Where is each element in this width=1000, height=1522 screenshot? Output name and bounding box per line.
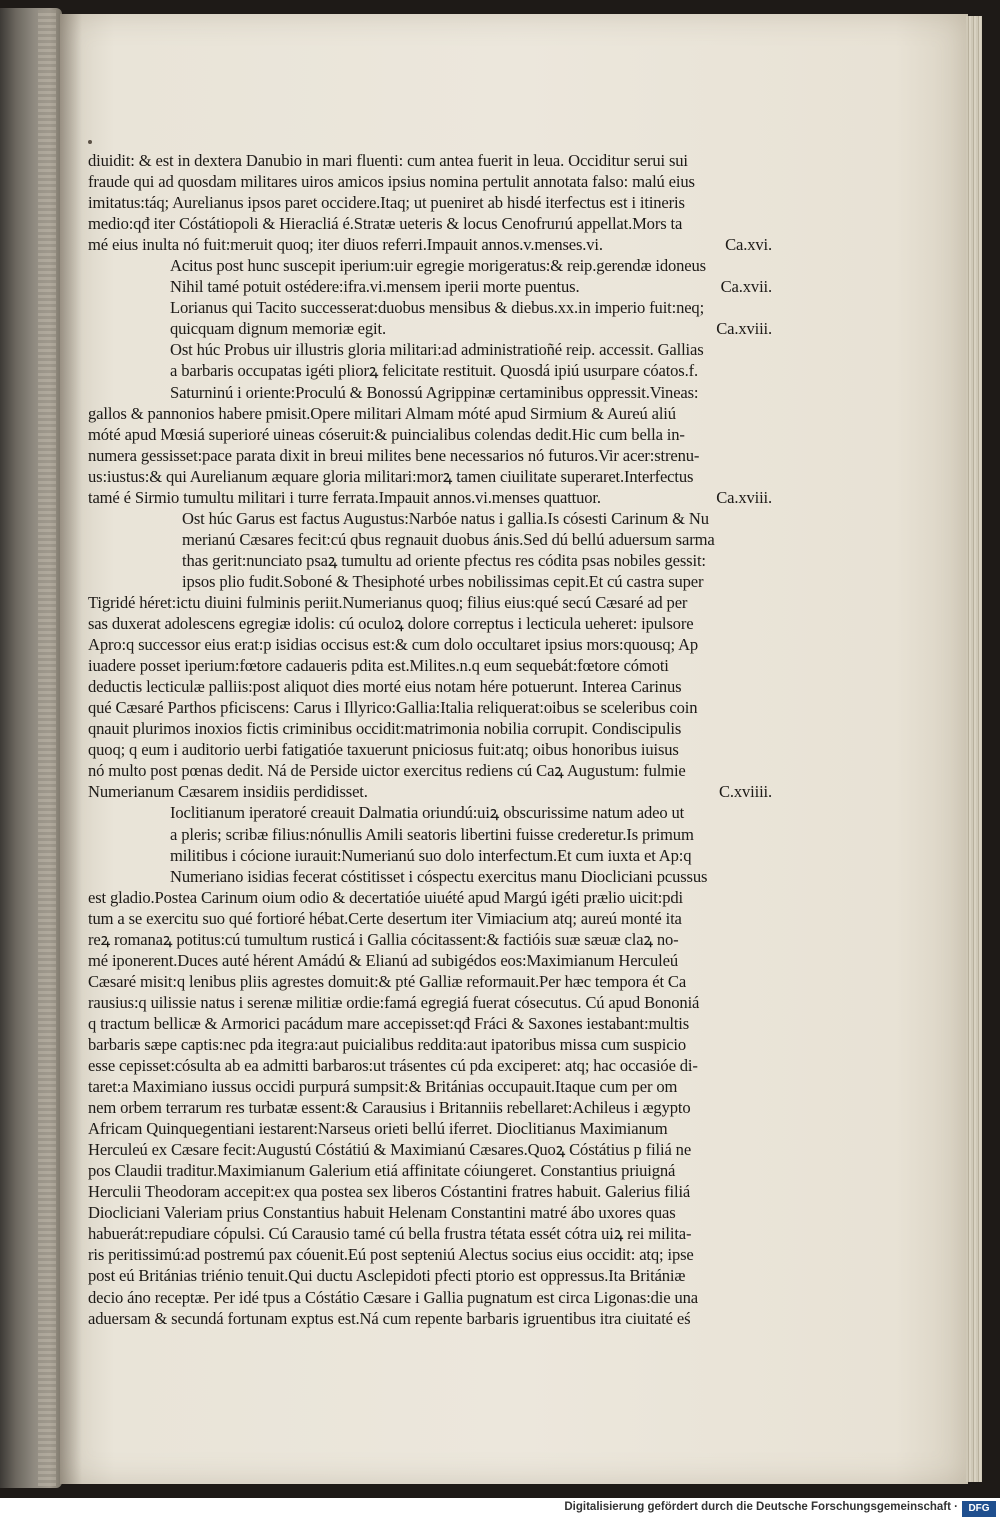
line-text: Apro:q successor eius erat:p isidias occisus est:& cum dolo occultaret ipsius mors:quousq; Ap [88, 635, 699, 655]
text-line [88, 908, 788, 929]
line-text: us:iustus:& qui Aurelianum æquare gloria militari:morꝝ tamen ciuilitate superaret.Interfectus [88, 466, 694, 486]
text-line [88, 866, 788, 887]
line-text: Lorianus qui Tacito successerat:duobus mensibus & diebus.xx.in imperio fuit:neq; [170, 298, 705, 318]
line-text: gallos & pannonios habere pmisit.Opere militari Almam móté apud Sirmium & Aureú aliú [88, 403, 676, 423]
line-text: reꝝ romanaꝝ potitus:cú tumultum rusticá i Gallia cócitassent:& factióis suæ sæuæ claꝝ no- [88, 929, 679, 949]
text-line [88, 171, 788, 192]
line-text: Herculii Theodoram accepit:ex qua postea sex liberos Cóstantini fratres habuit. Galerius filiá [88, 1182, 691, 1202]
line-text: diuidit: & est in dextera Danubio in mari fluenti: cum antea fuerit in leua. Occiditur serui sui [88, 151, 688, 170]
text-line [88, 824, 788, 845]
line-text: esse cepisset:cósulta ab ea admitti barbaros:ut trásentes cú pda exciperet: atq; hac occasióe di- [88, 1056, 698, 1076]
line-text: a barbaris occupatas igéti pliorꝝ felicitate restituit. Quosdá ipiú usurpare cóatos.f. [170, 361, 698, 381]
line-text: Numerianum Cæsarem insidiis perdidisset. [88, 782, 368, 802]
text-line [88, 1265, 788, 1286]
line-text: iuadere posset iperium:fœtore cadaueris pdita est.Milites.n.q eum sequebát:fœtore cómoti [88, 656, 669, 676]
text-line [88, 1308, 788, 1329]
text-line [88, 592, 788, 613]
chapter-marker: Ca.xvii. [720, 277, 772, 297]
line-text: habuerát:repudiare cópulsi. Cú Carausio tamé cú bella frustra tétata essét cótra uiꝝ rei milita- [88, 1224, 692, 1244]
text-line [88, 1287, 788, 1308]
text-line [88, 403, 788, 424]
chapter-marker: Ca.xvi. [725, 235, 772, 255]
text-line [88, 150, 788, 171]
text-line [88, 424, 788, 445]
line-text: fraude qui ad quosdam militares uiros amicos ipsius nomina pertulit annotata falso: malú eius [88, 172, 695, 192]
text-line [88, 1160, 788, 1181]
funding-credit: Digitalisierung gefördert durch die Deutsche Forschungsgemeinschaft · [564, 1501, 958, 1513]
line-text: nó multo post pœnas dedit. Ná de Perside uictor exercitus rediens cú Caꝝ Augustum: fulmie [88, 761, 686, 781]
line-text: Numeriano isidias fecerat cóstitisset i cóspectu exercitus manu Diocliciani pcussus [170, 866, 708, 886]
chapter-marker: Ca.xviii. [716, 487, 772, 507]
chapter-marker: C.xviiii. [718, 782, 772, 802]
line-text: tamé é Sirmio tumultu militari i turre ferrata.Impauit annos.vi.menses quattuor. [88, 487, 601, 507]
gutter-shadow [60, 14, 82, 1484]
line-text: Diocliciani Valeriam prius Constantius habuit Helenam Constantini matré ábo uxores quas [88, 1203, 676, 1223]
chapter-marker: Ca.xviii. [716, 319, 772, 339]
text-line [88, 382, 788, 403]
text-line [88, 613, 788, 634]
line-text: rausius:q uilissie natus i serenæ militiæ ordie:famá egregiá fuerat cósecutus. Cú apud Bononiá [88, 992, 700, 1012]
text-line [88, 339, 788, 360]
line-text: mé iponerent.Duces auté hérent Amádú & Elianú ad subigédos eos:Maximianum Herculeú [88, 950, 678, 970]
text-line [88, 971, 788, 992]
text-line [88, 276, 788, 297]
text-line [88, 1013, 788, 1034]
line-text: Herculeú ex Cæsare fecit:Augustú Cóstátiú & Maximianú Cæsares.Quoꝝ Cóstátius p filiá ne [88, 1140, 692, 1160]
text-line [88, 802, 788, 823]
dfg-logo: DFG [962, 1501, 996, 1517]
text-line [88, 697, 788, 718]
text-line [88, 718, 788, 739]
line-text: pos Claudii traditur.Maximianum Galerium etiá affinitate cóiungeret. Constantius priuigná [88, 1161, 676, 1181]
line-text: Ost húc Garus est factus Augustus:Narbóe natus i gallia.Is cósesti Carinum & Nu [182, 508, 709, 528]
line-text: deductis lecticulæ palliis:post aliquot dies morté eius notam hére potuerunt. Interea Carinus [88, 677, 682, 697]
text-line [88, 360, 788, 381]
text-line [88, 192, 788, 213]
text-line [88, 1181, 788, 1202]
text-line [88, 929, 788, 950]
line-text: qnauit plurimos inoxios fictis criminibus occidit:matrimonia nobilia corrupit. Condiscipulis [88, 719, 682, 739]
line-text: taret:a Maximiano iussus occidi purpurá sumpsit:& Británias occupauit.Itaque cum per om [88, 1077, 678, 1097]
line-text: Saturninú i oriente:Proculú & Bonossú Agrippinæ certaminibus oppressit.Vineas: [170, 382, 699, 402]
text-line [88, 255, 788, 276]
text-line [88, 1097, 788, 1118]
text-line [88, 845, 788, 866]
line-text: Nihil tamé potuit ostédere:ifra.vi.mensem iperii morte puentus. [170, 277, 580, 297]
text-line [88, 992, 788, 1013]
text-line [88, 297, 788, 318]
left-page-leaves [38, 10, 56, 1486]
text-line [88, 655, 788, 676]
line-text: Acitus post hunc suscepit iperium:uir egregie morigeratus:& reip.gerendæ idoneus [170, 256, 706, 276]
line-text: ris peritissimú:ad postremú pax cóuenit.Eú post septeniú Alectus socius eius occidit: atq; ipse [88, 1245, 694, 1265]
line-text: quoq; q eum i auditorio uerbi fatigatióe taxuerunt pniciosus fuit:atq; oibus honoribus iuisus [88, 740, 679, 760]
text-line [88, 318, 788, 339]
line-text: tum a se exercitu suo qué fortioré hébat.Certe desertum iter Vimiacium atq; aureú monté ita [88, 908, 682, 928]
text-line [88, 445, 788, 466]
text-line [88, 1202, 788, 1223]
text-line [88, 950, 788, 971]
line-text: Africam Quinquegentiani iestarent:Narseus orieti bellú iferret. Dioclitianus Maximianum [88, 1119, 668, 1139]
text-line [88, 508, 788, 529]
line-text: aduersam & secundá fortunam exptus est.Ná cum repente barbaris igruentibus itra ciuitaté eś [88, 1308, 691, 1328]
text-line [88, 887, 788, 908]
line-text: decio áno receptæ. Per idé tpus a Cóstátio Cæsare i Gallia pugnatum est circa Ligonas:die una [88, 1287, 698, 1307]
line-text: móté apud Mœsiá superioré uineas cóseruit:& puincialibus colendas dedit.Hic cum bella in- [88, 424, 685, 444]
page-stack-edge [966, 16, 982, 1482]
footer-bar [0, 1498, 1000, 1522]
text-line [88, 676, 788, 697]
line-text: militibus i cócione iurauit:Numerianú suo dolo interfectum.Et cum iuxta et Ap:q [170, 845, 692, 865]
text-line [88, 487, 788, 508]
line-text: Cæsaré misit:q lenibus pliis agrestes domuit:& pté Galliæ reformauit.Per hæc tempora ét Ca [88, 971, 687, 991]
line-text: medio:qđ iter Cóstátiopoli & Hieracliá é.Stratæ ueteris & locus Cenofrurıú appellat.Mors ta [88, 214, 683, 234]
text-line [88, 1223, 788, 1244]
line-text: sas duxerat adolescens egregiæ idolis: cú oculoꝝ dolore correptus i lecticula ueheret: ipulsore [88, 614, 694, 634]
page-mark [88, 140, 92, 144]
line-text: merianú Cæsares fecit:cú qbus regnauit duobus ánis.Sed dú bellú aduersum sarma [182, 529, 715, 549]
line-text: Ost húc Probus uir illustris gloria militari:ad administratioñé reip. accessit. Gallias [170, 340, 704, 360]
line-text: nem orbem terrarum res turbatæ essent:& Carausius i Britanniis rebellaret:Achileus i ægypto [88, 1098, 691, 1118]
line-text: mé eius inulta nó fuit:meruit quoq; iter diuos referri.Impauit annos.v.menses.vi. [88, 235, 603, 255]
line-text: qué Cæsaré Parthos pficiscens: Carus i Illyrico:Gallia:Italia reliquerat:oibus se sceleribus coin [88, 698, 698, 718]
line-text: thas gerit:nunciato psaꝝ tumultu ad oriente pfectus res códita psas nobiles gessit: [182, 550, 706, 570]
text-line [88, 571, 788, 592]
text-line [88, 234, 788, 255]
line-text: a pleris; scribæ filius:nónullis Amili seatoris libertini fuisse crederetur.Is primum [170, 824, 694, 844]
line-text: Ioclitianum iperatoré creauit Dalmatia oriundú:uiꝝ obscurissime natum adeo ut [170, 803, 685, 823]
line-text: quicquam dignum memoriæ egit. [170, 319, 386, 339]
line-text: q tractum bellicæ & Armorici pacádum mare accepisset:qđ Fráci & Saxones iestabant:multis [88, 1013, 690, 1033]
text-line [88, 466, 788, 487]
text-line [88, 739, 788, 760]
text-line [88, 634, 788, 655]
text-line [88, 213, 788, 234]
line-text: imitatus:táq; Aurelianus ipsos paret occidere.Itaq; ut pueniret ab hisdé iterfectus est i itineris [88, 193, 685, 213]
line-text: barbaris sæpe captis:nec pda itegra:aut puicialibus reddita:aut ipatoribus missa cum suspicio [88, 1034, 687, 1054]
text-line [88, 1244, 788, 1265]
text-line [88, 550, 788, 571]
text-line [88, 1034, 788, 1055]
text-line [88, 1118, 788, 1139]
text-line [88, 1055, 788, 1076]
line-text: Tigridé héret:ictu diuini fulminis periit.Numerianus quoq; filius eius:qué secú Cæsaré ad per [88, 592, 688, 612]
line-text: est gladio.Postea Carinum oium odio & decertatióe uiuété apud Margú igéti prælio uicit:pdi [88, 887, 683, 907]
body-text [88, 150, 788, 1329]
text-line [88, 1139, 788, 1160]
text-line [88, 760, 788, 781]
line-text: ipsos plio fudit.Soboné & Thesiphoté urbes nobilissimas cepit.Et cú castra super [182, 571, 704, 591]
line-text: post eú Británias triénio tenuit.Qui ductu Asclepidoti pfecti ptorio est oppressus.Ita Britániæ [88, 1266, 686, 1286]
text-line [88, 1076, 788, 1097]
line-text: numera gessisset:pace parata dixit in breui milites bene necessarios nó futuros.Vir acer:strenu- [88, 445, 700, 465]
text-line [88, 529, 788, 550]
text-line [88, 781, 788, 802]
